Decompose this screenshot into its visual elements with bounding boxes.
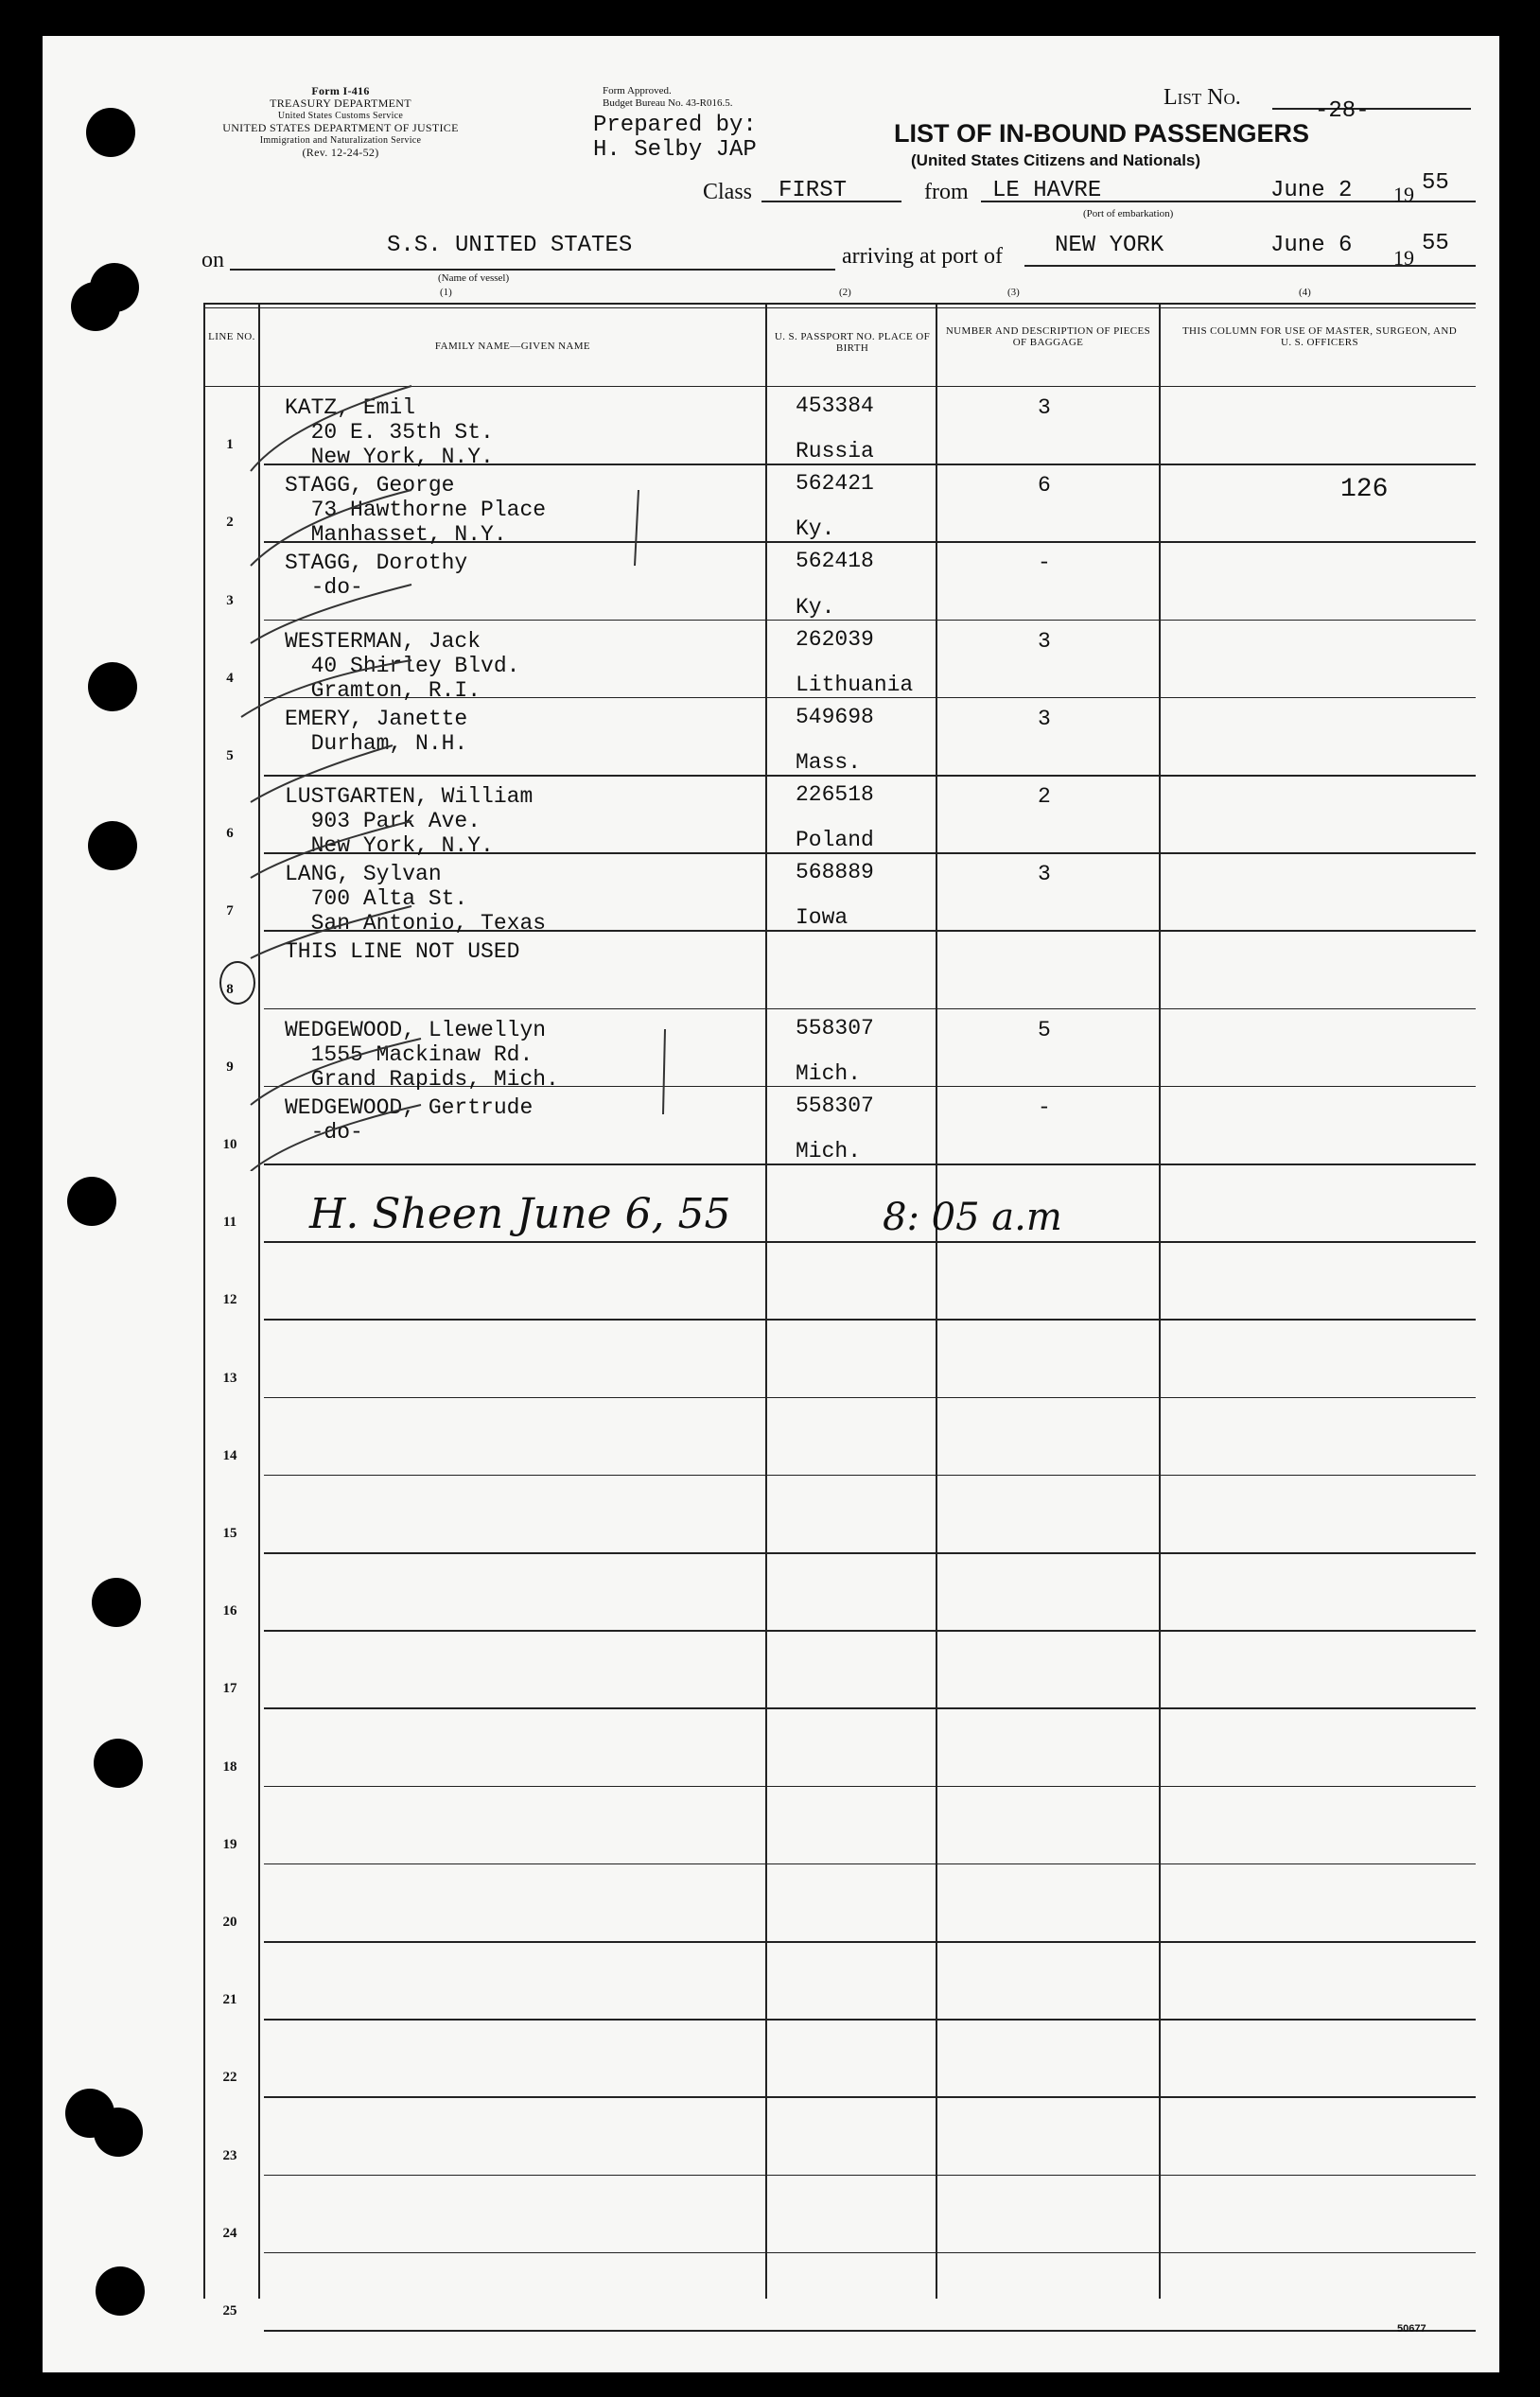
passenger-name-address: THIS LINE NOT USED (285, 939, 520, 965)
line-number: 22 (222, 2070, 237, 2086)
baggage-count: 3 (1038, 862, 1051, 887)
column-header-baggage: NUMBER AND DESCRIPTION OF PIECES OF BAGGAGE (945, 325, 1151, 348)
line-number: 14 (222, 1447, 237, 1463)
check-mark (251, 821, 411, 878)
table-top-rule (203, 303, 1476, 305)
name-column-divider (765, 303, 767, 2299)
form-info-block (203, 85, 478, 159)
place-of-birth: Iowa (796, 905, 849, 931)
passenger-name-address: WEDGEWOOD, Llewellyn 1555 Mackinaw Rd. Grand Rapids, Mich. (285, 1017, 559, 1092)
passport-number: 262039 (796, 626, 874, 652)
table-top-rule (203, 307, 1476, 308)
baggage-count: 3 (1038, 395, 1051, 420)
line-number: 6 (226, 826, 234, 842)
underline (1419, 201, 1476, 202)
check-mark (251, 386, 411, 471)
line-number: 10 (222, 1137, 237, 1152)
passenger-name-address: STAGG, Dorothy -do- (285, 551, 468, 601)
column-header-line-no: LINE NO. (208, 331, 255, 342)
officer-note: 126 (1340, 475, 1389, 504)
column-number: (2) (839, 287, 851, 298)
passport-number: 568889 (796, 860, 874, 885)
row-rule (264, 2252, 1476, 2254)
check-marks (222, 376, 449, 1171)
approval-block (603, 85, 732, 110)
column-header-officers: THIS COLUMN FOR USE OF MASTER, SURGEON, AND U. S. OFFICERS (1181, 325, 1458, 348)
binder-hole (88, 821, 137, 870)
line-number: 16 (222, 1603, 237, 1619)
approval-text: Form Approved. (603, 85, 672, 96)
prepared-by-block (593, 114, 757, 163)
row-rule (264, 1630, 1476, 1632)
binder-hole (67, 1177, 116, 1226)
class-label: Class (703, 180, 753, 204)
line-number: 21 (222, 1992, 237, 2008)
line-number: 17 (222, 1681, 237, 1697)
line-number: 5 (226, 748, 234, 763)
binder-hole (90, 263, 139, 312)
passenger-name-address: STAGG, George 73 Hawthorne Place Manhasset, N.Y. (285, 473, 547, 548)
check-mark (251, 906, 411, 958)
arriving-label: arriving at port of (842, 244, 1003, 269)
row-rule (264, 1241, 1476, 1243)
row-rule (264, 1475, 1476, 1477)
binder-hole (94, 1739, 143, 1788)
baggage-count: 2 (1038, 784, 1051, 809)
baggage-column-divider (1159, 303, 1161, 2299)
handwritten-signature: H. Sheen June 6, 55 (309, 1190, 731, 1238)
line-number: 23 (222, 2147, 237, 2163)
tally-mark (656, 1029, 674, 1114)
row-rule (264, 1319, 1476, 1321)
place-of-birth: Mass. (796, 750, 862, 775)
port-caption: (Port of embarkation) (1083, 208, 1174, 219)
underline (1024, 265, 1426, 267)
binder-hole (92, 1578, 141, 1627)
passport-number: 549698 (796, 704, 874, 729)
service-name: Immigration and Naturalization Service (259, 135, 422, 146)
line-number: 25 (222, 2303, 237, 2318)
from-label: from (924, 180, 969, 204)
embarkation-port: LE HAVRE (992, 178, 1102, 203)
tally-mark (629, 490, 648, 566)
document-page (43, 36, 1499, 2372)
budget-bureau-text: Budget Bureau No. 43-R016.5. (603, 97, 733, 109)
handwritten-time: 8: 05 a.m (883, 1196, 1062, 1239)
passenger-name-address: EMERY, Janette Durham, N.H. (285, 706, 468, 756)
departure-year: 55 (1422, 170, 1449, 196)
check-mark (241, 660, 411, 717)
prepared-by-label: Prepared by: (593, 113, 757, 138)
check-mark (251, 490, 411, 566)
row-rule (264, 2019, 1476, 2021)
line-number: 2 (226, 515, 234, 531)
place-of-birth: Lithuania (796, 672, 914, 697)
passenger-name-address: WESTERMAN, Jack 40 Shirley Blvd. Gramton, R.I. (285, 628, 520, 703)
arrival-year-prefix: 19 (1393, 246, 1414, 270)
passport-column-divider (936, 303, 937, 2299)
line-number: 18 (222, 1758, 237, 1775)
line-number: 15 (222, 1526, 237, 1541)
column-header-passport: U. S. PASSPORT NO. PLACE OF BIRTH (774, 331, 931, 354)
passport-number: 558307 (796, 1015, 874, 1041)
place-of-birth: Ky. (796, 516, 835, 542)
check-mark (251, 585, 411, 643)
line-number: 4 (226, 670, 234, 686)
binder-hole (94, 2108, 143, 2157)
passenger-name-address: WEDGEWOOD, Gertrude -do- (285, 1094, 534, 1145)
table-left-border (203, 303, 205, 2299)
on-label: on (201, 248, 224, 272)
row-rule (264, 1863, 1476, 1865)
passport-number: 226518 (796, 782, 874, 807)
baggage-count: 3 (1038, 628, 1051, 654)
row-rule (264, 1707, 1476, 1709)
passenger-name-address: LANG, Sylvan 700 Alta St. San Antonio, Texas (285, 862, 547, 936)
place-of-birth: Mich. (796, 1139, 862, 1164)
line-number: 19 (222, 1836, 237, 1852)
line-number: 11 (222, 1215, 237, 1231)
binder-hole (88, 662, 137, 711)
column-number: (3) (1007, 287, 1020, 298)
line-number: 8 (226, 981, 234, 997)
row-rule (264, 1397, 1476, 1399)
department-name: UNITED STATES DEPARTMENT OF JUSTICE (222, 121, 459, 134)
line-number: 1 (226, 437, 234, 453)
place-of-birth: Mich. (796, 1060, 862, 1086)
check-mark (251, 1105, 421, 1171)
form-number: Form I-416 (311, 84, 370, 97)
baggage-count: 3 (1038, 706, 1051, 731)
passport-number: 558307 (796, 1093, 874, 1118)
document-title: LIST OF IN-BOUND PASSENGERS (894, 119, 1310, 148)
column-number: (4) (1299, 287, 1311, 298)
passport-number: 562418 (796, 549, 874, 574)
check-mark (251, 1039, 421, 1105)
binder-hole (96, 2266, 145, 2316)
revision-date: (Rev. 12-24-52) (302, 146, 379, 159)
passenger-name-address: KATZ, Emil 20 E. 35th St. New York, N.Y. (285, 395, 494, 469)
service-name: United States Customs Service (277, 111, 404, 121)
list-no-label: List No. (1164, 85, 1241, 110)
row-rule (264, 1941, 1476, 1943)
footer-code: 50677 (1397, 2323, 1426, 2335)
row-rule (264, 1786, 1476, 1788)
row-rule (264, 2096, 1476, 2098)
department-name: TREASURY DEPARTMENT (270, 96, 411, 110)
place-of-birth: Poland (796, 828, 874, 853)
row-rule (264, 2175, 1476, 2177)
departure-date: June 2 (1270, 178, 1353, 203)
place-of-birth: Russia (796, 439, 874, 464)
line-number: 7 (226, 903, 234, 919)
line-number: 3 (226, 592, 234, 608)
baggage-count: - (1038, 1094, 1051, 1120)
underline (230, 269, 835, 271)
line-number: 12 (222, 1292, 237, 1308)
class-value: FIRST (779, 178, 848, 203)
place-of-birth: Ky. (796, 594, 835, 620)
column-header-name: FAMILY NAME—GIVEN NAME (434, 341, 591, 352)
underline (1419, 265, 1476, 267)
binder-hole (86, 108, 135, 157)
row-rule (264, 1552, 1476, 1554)
row-rule (264, 2330, 1476, 2332)
arrival-date: June 6 (1270, 233, 1353, 258)
passenger-name-address: LUSTGARTEN, William 903 Park Ave. New York, N.Y. (285, 784, 534, 858)
departure-year-prefix: 19 (1393, 183, 1414, 206)
passport-number: 453384 (796, 394, 874, 418)
baggage-count: 6 (1038, 473, 1051, 499)
prepared-by-name: H. Selby JAP (593, 137, 757, 163)
line-number: 9 (226, 1059, 234, 1075)
arrival-year: 55 (1422, 231, 1449, 256)
line-number: 20 (222, 1915, 237, 1930)
line-number: 24 (222, 2225, 237, 2241)
document-subtitle: (United States Citizens and Nationals) (911, 151, 1201, 169)
column-number: (1) (440, 287, 452, 298)
list-no-value: -28- (1315, 98, 1370, 124)
line-number: 13 (222, 1370, 237, 1386)
check-mark (251, 745, 393, 802)
vessel-caption: (Name of vessel) (438, 272, 510, 284)
baggage-count: 5 (1038, 1017, 1051, 1042)
baggage-count: - (1038, 551, 1051, 576)
vessel-name: S.S. UNITED STATES (387, 233, 633, 258)
passport-number: 562421 (796, 471, 874, 497)
underline (1272, 108, 1471, 110)
arrival-port: NEW YORK (1055, 233, 1164, 258)
